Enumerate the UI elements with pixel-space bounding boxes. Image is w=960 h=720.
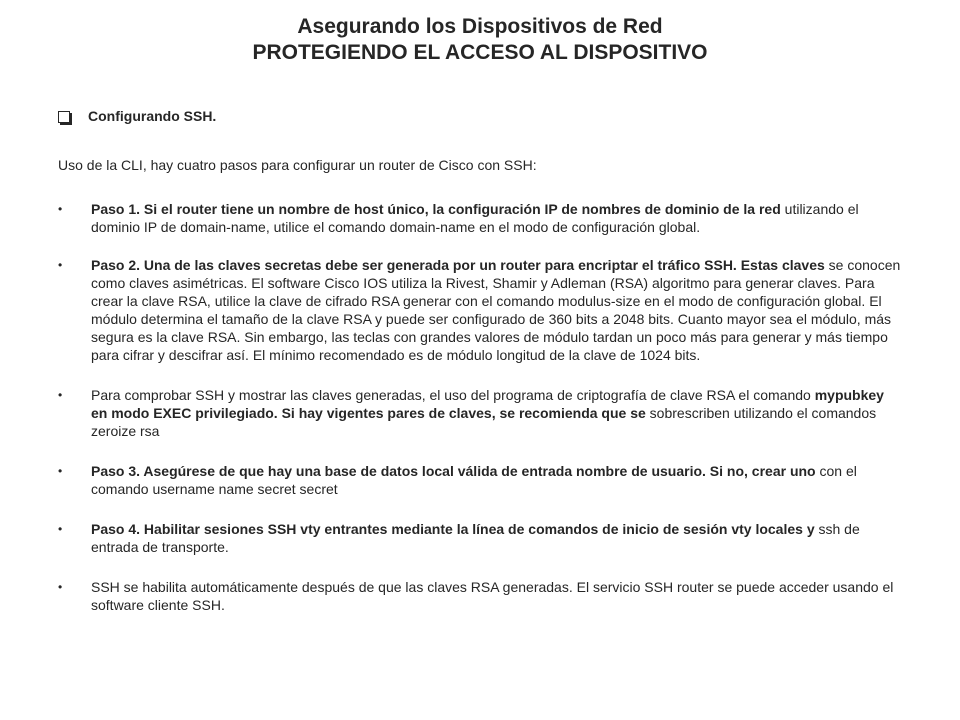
step-3-text: con el comando username name secret secret (91, 463, 857, 497)
list-item-step-3 (58, 462, 903, 498)
list-item-step-2 (58, 256, 903, 364)
bullet-icon: • (58, 522, 63, 536)
bullet-icon: • (58, 258, 63, 272)
intro-text: Uso de la CLI, hay cuatro pasos para configurar un router de Cisco con SSH: (58, 157, 537, 173)
step-4-text: ssh de entrada de transporte. (91, 521, 860, 555)
bullet-icon: • (58, 464, 63, 478)
verify-text: sobrescriben utilizando el comandos zeroize rsa (91, 405, 877, 439)
list-item-step-1 (58, 200, 903, 236)
step-2-text: se conocen como claves asimétricas. El software Cisco IOS utiliza la Rivest, Shamir y Adleman (RSA) algoritmo para generar claves. Para crear la clave RSA, utilice la clave de cifrado RSA generar con el comando modulus-size en el modo de configuración global. El módulo determina el tamaño de la clave RSA y puede ser configurado de 360 bits a 2048 bits. Cuanto mayor sea el módulo, más segura es la clave RSA. Sin embargo, las teclas con grandes valores de módulo tardan un poco más para generar y más tiempo para cifrar y descifrar así. El mínimo recomendado es de módulo longitud de la clave de 1024 bits. (91, 257, 901, 363)
section-label: Configurando SSH. (88, 108, 217, 124)
verify-pre-text: Para comprobar SSH y mostrar las claves generadas, el uso del programa de criptografía de clave RSA el comando (91, 387, 815, 403)
ssh-enabled-text: SSH se habilita automáticamente después de que las claves RSA generadas. El servicio SSH router se puede acceder usando el software cliente SSH. (91, 579, 894, 613)
step-1-text: utilizando el dominio IP de domain-name, utilice el comando domain-name en el modo de configuración global. (91, 201, 859, 235)
step-3-bold: Paso 3. Asegúrese de que hay una base de datos local válida de entrada nombre de usuario. Si no, crear uno (91, 463, 816, 479)
step-2-bold: Paso 2. Una de las claves secretas debe ser generada por un router para encriptar el tráfico SSH. Estas claves (91, 257, 825, 273)
list-item-ssh-enabled (58, 578, 903, 614)
list-item-step-4 (58, 520, 903, 556)
bullet-list (58, 200, 903, 632)
section-heading (58, 108, 216, 124)
bullet-icon: • (58, 388, 63, 402)
checkbox-icon (58, 111, 70, 123)
step-1-bold: Paso 1. Si el router tiene un nombre de host único, la configuración IP de nombres de dominio de la red (91, 201, 781, 217)
step-4-bold: Paso 4. Habilitar sesiones SSH vty entrantes mediante la línea de comandos de inicio de sesión vty locales y (91, 521, 815, 537)
title-line-2: PROTEGIENDO EL ACCESO AL DISPOSITIVO (252, 41, 708, 64)
list-item-verify (58, 386, 903, 440)
slide-title (0, 14, 960, 66)
bullet-icon: • (58, 580, 63, 594)
verify-bold: mypubkey en modo EXEC privilegiado. Si hay vigentes pares de claves, se recomienda que se (91, 387, 884, 421)
title-line-1: Asegurando los Dispositivos de Red (297, 15, 663, 38)
bullet-icon: • (58, 202, 63, 216)
